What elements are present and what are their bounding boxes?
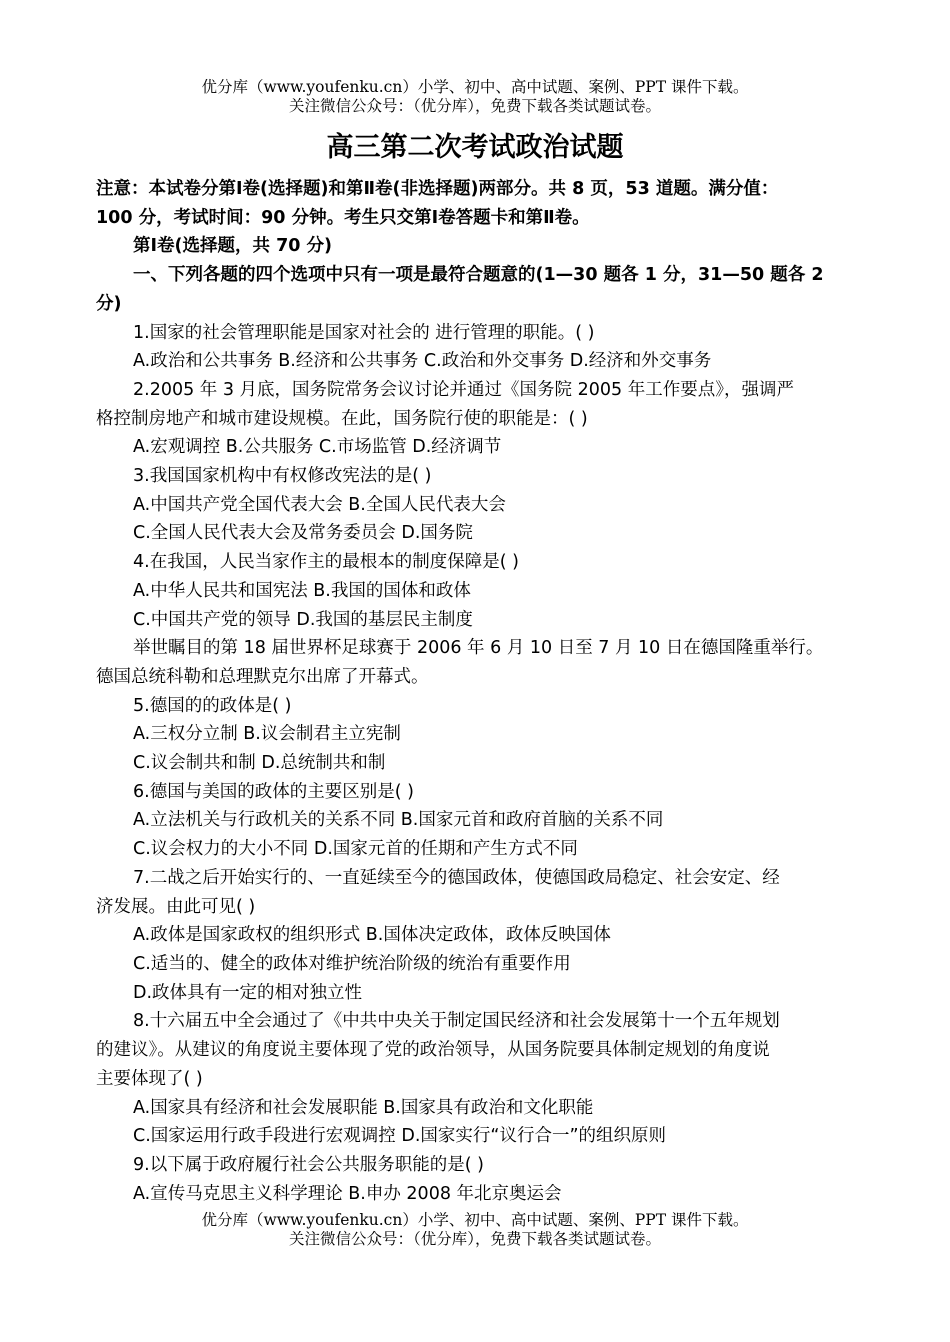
- question-6-options-ab: A.立法机关与行政机关的关系不同 B.国家元首和政府首脑的关系不同: [133, 810, 664, 831]
- question-8-stem-cont-1: 的建议》。从建议的角度说主要体现了党的政治领导，从国务院要具体制定规划的角度说: [96, 1040, 770, 1061]
- notice-line-1: 注意：本试卷分第Ⅰ卷(选择题)和第Ⅱ卷(非选择题)两部分。共 8 页，53 道题。满分值：: [96, 179, 779, 199]
- notice-line-2: 100 分，考试时间：90 分钟。考生只交第Ⅰ卷答题卡和第Ⅱ卷。: [96, 207, 590, 228]
- instruction-line-2: 分): [96, 293, 122, 314]
- header-banner: [0, 78, 950, 116]
- question-1-stem: 1.国家的社会管理职能是国家对社会的 进行管理的职能。( ): [133, 322, 595, 343]
- question-7-option-c: C.适当的、健全的政体对维护统治阶级的统治有重要作用: [133, 953, 571, 974]
- question-4-options-cd: C.中国共产党的领导 D.我国的基层民主制度: [133, 609, 473, 630]
- question-6-options-cd: C.议会权力的大小不同 D.国家元首的任期和产生方式不同: [133, 839, 578, 860]
- header-line-1: 优分库（www.youfenku.cn）小学、初中、高中试题、案例、PPT 课件下载。: [201, 78, 749, 96]
- question-2-options: A.宏观调控 B.公共服务 C.市场监管 D.经济调节: [133, 437, 502, 458]
- question-5-options-ab: A.三权分立制 B.议会制君主立宪制: [133, 724, 401, 745]
- footer-line-1: 优分库（www.youfenku.cn）小学、初中、高中试题、案例、PPT 课件下载。: [201, 1211, 749, 1229]
- question-4-stem: 4.在我国，人民当家作主的最根本的制度保障是( ): [133, 552, 519, 573]
- question-2-stem-cont: 格控制房地产和城市建设规模。在此，国务院行使的职能是：( ): [96, 408, 588, 429]
- material-paragraph: 举世瞩目的第 18 届世界杯足球赛于 2006 年 6 月 10 日至 7 月 10 日在德国隆重举行。: [133, 638, 824, 659]
- question-9-options-ab: A.宣传马克思主义科学理论 B.申办 2008 年北京奥运会: [133, 1183, 562, 1204]
- footer-line-2: 关注微信公众号：（优分库），免费下载各类试题试卷。: [288, 1230, 661, 1248]
- page-title: 高三第二次考试政治试题: [326, 132, 624, 163]
- question-8-options-cd: C.国家运用行政手段进行宏观调控 D.国家实行“议行合一”的组织原则: [133, 1126, 667, 1147]
- section-heading: 第Ⅰ卷(选择题，共 70 分): [133, 236, 333, 257]
- question-6-stem: 6.德国与美国的政体的主要区别是( ): [133, 781, 414, 802]
- question-9-stem: 9.以下属于政府履行社会公共服务职能的是( ): [133, 1154, 484, 1175]
- question-5-stem: 5.德国的的政体是( ): [133, 695, 292, 716]
- material-paragraph-cont: 德国总统科勒和总理默克尔出席了开幕式。: [96, 666, 429, 687]
- question-7-stem-cont: 济发展。由此可见( ): [96, 896, 256, 917]
- question-8-stem-cont-2: 主要体现了( ): [96, 1068, 203, 1089]
- question-7-option-d: D.政体具有一定的相对独立性: [133, 982, 363, 1003]
- question-8-options-ab: A.国家具有经济和社会发展职能 B.国家具有政治和文化职能: [133, 1097, 594, 1118]
- question-3-stem: 3.我国国家机构中有权修改宪法的是( ): [133, 466, 432, 487]
- footer-banner: [0, 1211, 950, 1249]
- question-8-stem: 8.十六届五中全会通过了《中共中央关于制定国民经济和社会发展第十一个五年规划: [133, 1011, 780, 1032]
- header-line-2: 关注微信公众号：（优分库），免费下载各类试题试卷。: [288, 97, 661, 115]
- question-4-options-ab: A.中华人民共和国宪法 B.我国的国体和政体: [133, 580, 471, 601]
- question-1-options: A.政治和公共事务 B.经济和公共事务 C.政治和外交事务 D.经济和外交事务: [133, 351, 712, 372]
- exam-body: [96, 175, 858, 1208]
- question-3-options-cd: C.全国人民代表大会及常务委员会 D.国务院: [133, 523, 473, 544]
- question-7-options-ab: A.政体是国家政权的组织形式 B.国体决定政体，政体反映国体: [133, 925, 611, 946]
- question-3-options-ab: A.中国共产党全国代表大会 B.全国人民代表大会: [133, 494, 506, 515]
- instruction-line-1: 一、下列各题的四个选项中只有一项是最符合题意的(1—30 题各 1 分，31—50 题各 2: [133, 265, 824, 286]
- question-5-options-cd: C.议会制共和制 D.总统制共和制: [133, 753, 386, 774]
- question-7-stem: 7.二战之后开始实行的、一直延续至今的德国政体，使德国政局稳定、社会安定、经: [133, 867, 780, 888]
- question-2-stem: 2.2005 年 3 月底，国务院常务会议讨论并通过《国务院 2005 年工作要点》，强调严: [133, 379, 794, 400]
